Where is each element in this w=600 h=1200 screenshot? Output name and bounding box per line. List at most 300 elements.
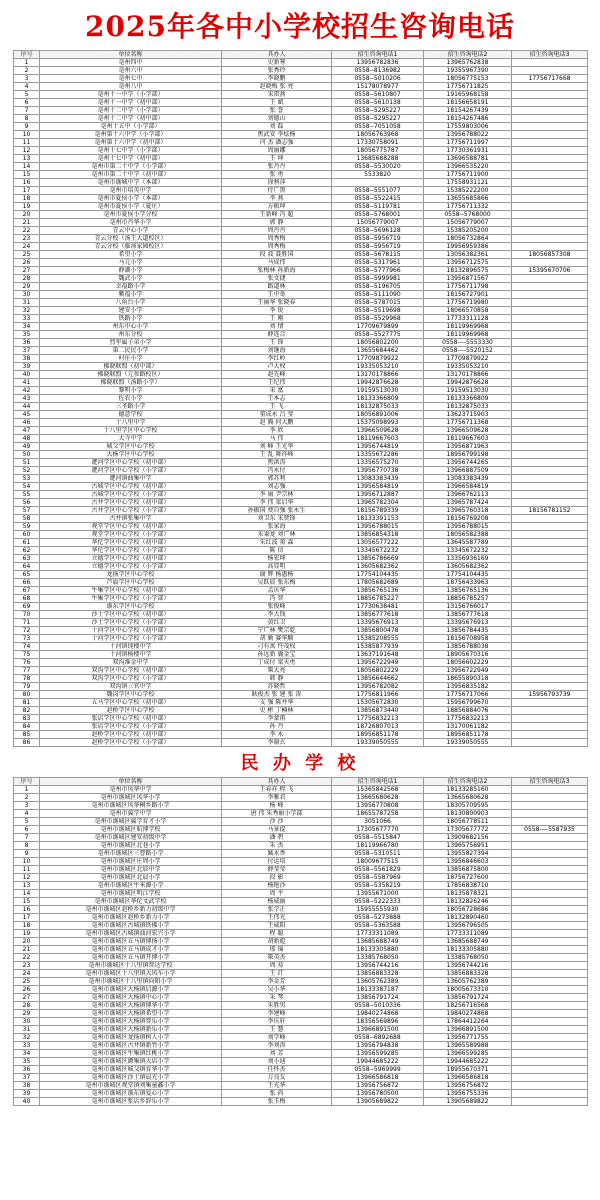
table-row (14, 866, 588, 874)
table-row (14, 219, 588, 227)
cell-no: 39 (14, 1090, 40, 1098)
cell-tel2: 13170061182 (424, 723, 512, 731)
cell-person: 谢 辉 杨惠杨 (222, 571, 332, 579)
cell-tel3 (512, 99, 588, 107)
table-row (14, 1058, 588, 1066)
cell-no: 8 (14, 115, 40, 123)
cell-no: 34 (14, 323, 40, 331)
cell-person: 刘学峰 (222, 1034, 332, 1042)
cell-unit-name: 沙土学区中心学校（初中部） (40, 611, 222, 619)
cell-tel1: 13905689822 (332, 1098, 424, 1106)
cell-unit-name: 亳州市谯城区三曹路小学 (40, 850, 222, 858)
cell-no: 31 (14, 299, 40, 307)
public-school-table (13, 50, 588, 747)
cell-person: 刘 磊 (222, 123, 332, 131)
cell-tel1: 0558--5561829 (332, 866, 424, 874)
cell-tel1: 0558--5969999 (332, 1066, 424, 1074)
cell-person: 黄红卫 (222, 619, 332, 627)
cell-tel1: 18009677515 (332, 858, 424, 866)
header-tel3: 招生咨询电话3 (512, 778, 588, 786)
cell-tel2: 13966762113 (424, 491, 512, 499)
cell-no: 44 (14, 403, 40, 411)
cell-tel3 (512, 802, 588, 810)
cell-tel3 (512, 890, 588, 898)
cell-person: 刁有寓 仵茂权 (222, 643, 332, 651)
cell-tel1: 13665680628 (332, 794, 424, 802)
cell-person: 李金芳 (222, 978, 332, 986)
cell-unit-name: 希望小学 (40, 251, 222, 259)
cell-tel3 (512, 299, 588, 307)
table-row (14, 515, 588, 523)
cell-person: 史新謇 (222, 59, 332, 67)
cell-unit-name: 亳州市谯城区北巷小学 (40, 842, 222, 850)
cell-tel2: 17756719980 (424, 299, 512, 307)
private-section-title: 民 办 学 校 (240, 753, 360, 774)
cell-tel3 (512, 443, 588, 451)
cell-tel2: 18066570858 (424, 307, 512, 315)
cell-tel3 (512, 163, 588, 171)
cell-unit-name: 华佗学区中心学校（小学部） (40, 547, 222, 555)
cell-person: 李建峰 (222, 1010, 332, 1018)
cell-tel2: 17559803006 (424, 123, 512, 131)
cell-tel1: 17709679899 (332, 323, 424, 331)
cell-person: 李 伟 梁启华 (222, 499, 332, 507)
header-unit-name: 单位名称 (40, 778, 222, 786)
cell-person: 李雅君 (222, 794, 332, 802)
cell-tel1: 13965782304 (332, 499, 424, 507)
cell-no: 7 (14, 834, 40, 842)
cell-no: 13 (14, 155, 40, 163)
table-row (14, 187, 588, 195)
table-row (14, 275, 588, 283)
table-row (14, 842, 588, 850)
cell-no: 19 (14, 203, 40, 211)
table-row (14, 667, 588, 675)
cell-person: 张梅林 孙新海 (222, 267, 332, 275)
header-tel3: 招生咨询电话3 (512, 51, 588, 59)
cell-tel1: 18655787258 (332, 810, 424, 818)
table-row (14, 723, 588, 731)
cell-no: 39 (14, 363, 40, 371)
cell-tel3 (512, 587, 588, 595)
cell-unit-name: 亳州市谯城区航博学校 (40, 826, 222, 834)
cell-no: 20 (14, 211, 40, 219)
cell-person: 李红岭 (222, 355, 332, 363)
table-row (14, 291, 588, 299)
cell-no: 54 (14, 483, 40, 491)
cell-tel3 (512, 1082, 588, 1090)
table-row (14, 427, 588, 435)
cell-person: 杨 峰 (222, 802, 332, 810)
cell-tel2: 13956846603 (424, 858, 512, 866)
cell-tel1: 0558--5363588 (332, 922, 424, 930)
cell-person: 宋雷燕 (222, 91, 332, 99)
cell-no: 17 (14, 914, 40, 922)
cell-person: 孙远新 囊金宝 (222, 651, 332, 659)
cell-no: 55 (14, 491, 40, 499)
cell-tel3 (512, 147, 588, 155)
cell-no: 14 (14, 163, 40, 171)
cell-person: 薛连合 (222, 331, 332, 339)
header-unit-name: 单位名称 (40, 51, 222, 59)
cell-no: 73 (14, 635, 40, 643)
cell-person: 王威阳 (222, 922, 332, 930)
cell-unit-name: 州东中心小学 (40, 323, 222, 331)
cell-tel3 (512, 579, 588, 587)
cell-tel1: 13856873440 (332, 707, 424, 715)
cell-tel3 (512, 619, 588, 627)
cell-unit-name: 第二民民小学 (40, 347, 222, 355)
cell-person: 冯 智 (222, 595, 332, 603)
cell-tel3 (512, 842, 588, 850)
cell-tel3 (512, 794, 588, 802)
cell-tel3 (512, 483, 588, 491)
cell-no: 21 (14, 946, 40, 954)
cell-no: 45 (14, 411, 40, 419)
cell-no: 46 (14, 419, 40, 427)
cell-tel1: 0558--5222333 (332, 898, 424, 906)
cell-tel1: 0558--5010206 (332, 75, 424, 83)
cell-unit-name: 龙扬学区中心学校 (40, 571, 222, 579)
cell-tel3: 17756717668 (512, 75, 588, 83)
table-row (14, 579, 588, 587)
cell-tel2: 13965787424 (424, 499, 512, 507)
cell-unit-name: 州东分校 (40, 331, 222, 339)
cell-tel2: 13966887509 (424, 467, 512, 475)
cell-unit-name: 亳州市谯城区大杨镇博华小学 (40, 1002, 222, 1010)
cell-no: 59 (14, 523, 40, 531)
cell-no: 28 (14, 275, 40, 283)
cell-unit-name: 亳州市谯城区风华桐乡路小学 (40, 802, 222, 810)
cell-tel1: 13856765136 (332, 587, 424, 595)
cell-tel3 (512, 211, 588, 219)
table-row (14, 171, 588, 179)
cell-tel1: 13856644662 (332, 675, 424, 683)
cell-tel3 (512, 83, 588, 91)
cell-tel2: 19942876628 (424, 379, 512, 387)
cell-tel2: 13956712575 (424, 259, 512, 267)
cell-no: 18 (14, 195, 40, 203)
cell-tel3 (512, 882, 588, 890)
cell-tel2: 18856785257 (424, 595, 512, 603)
cell-tel2: 17754104435 (424, 571, 512, 579)
cell-unit-name: 沙土学区中心学校（小学部） (40, 619, 222, 627)
table-row (14, 810, 588, 818)
cell-tel1: 0558--5551077 (332, 187, 424, 195)
cell-unit-name: 村庄小学 (40, 355, 222, 363)
cell-tel2: 19355967390 (424, 67, 512, 75)
cell-tel2: 15956799670 (424, 699, 512, 707)
table-row (14, 419, 588, 427)
cell-unit-name: 古城学区中心学校（初中部） (40, 483, 222, 491)
cell-tel1: 18056775787 (332, 147, 424, 155)
cell-tel1: 13955671000 (332, 890, 424, 898)
cell-no: 4 (14, 810, 40, 818)
cell-no: 26 (14, 986, 40, 994)
cell-person: 路道林 (222, 283, 332, 291)
cell-person: 王 斌 (222, 99, 332, 107)
table-row (14, 459, 588, 467)
table-row (14, 1010, 588, 1018)
cell-tel1: 18133305880 (332, 946, 424, 954)
cell-person: 潘 碧 (222, 834, 332, 842)
cell-person: 胡 勤 赛华顺 (222, 635, 332, 643)
cell-tel2: 13956744265 (424, 459, 512, 467)
cell-tel2: 18119969968 (424, 323, 512, 331)
cell-tel1: 18856785227 (332, 595, 424, 603)
cell-tel3 (512, 371, 588, 379)
cell-tel1: 17305677770 (332, 826, 424, 834)
cell-no: 30 (14, 291, 40, 299)
cell-tel1: 15375098993 (332, 419, 424, 427)
cell-unit-name: 亳州十七中学（初中部） (40, 155, 222, 163)
cell-tel1: 0558--5310511 (332, 850, 424, 858)
cell-tel3 (512, 707, 588, 715)
cell-tel1: 17709879922 (332, 355, 424, 363)
cell-unit-name: 亳州市谯城区明江学校 (40, 890, 222, 898)
cell-unit-name: 亳州市谯城区五马镇博扬小学 (40, 938, 222, 946)
table-row (14, 691, 588, 699)
cell-tel1: 0558--5358219 (332, 882, 424, 890)
public-table-body (14, 59, 588, 747)
cell-tel2: 18305709595 (424, 802, 512, 810)
cell-no: 72 (14, 627, 40, 635)
cell-tel1: 0558--5529968 (332, 315, 424, 323)
cell-tel3 (512, 1098, 588, 1106)
cell-tel3 (512, 715, 588, 723)
cell-tel1: 19944685222 (332, 1058, 424, 1066)
cell-person: 卢大权 (222, 363, 332, 371)
cell-unit-name: 魏岗学区中心学校 (40, 691, 222, 699)
cell-no: 40 (14, 371, 40, 379)
cell-tel3: 0558----5587935 (512, 826, 588, 834)
cell-person: 张文捷 (222, 275, 332, 283)
cell-person: 王 坤 (222, 155, 332, 163)
cell-tel3 (512, 786, 588, 794)
cell-tel2: 0558----5553330 (424, 339, 512, 347)
cell-unit-name: 亳州市谯城区古城镇铁佛小学 (40, 922, 222, 930)
cell-tel1: 13605682362 (332, 563, 424, 571)
cell-tel2: 19956959386 (424, 243, 512, 251)
cell-no: 58 (14, 515, 40, 523)
cell-tel3 (512, 339, 588, 347)
cell-no: 12 (14, 874, 40, 882)
cell-tel3 (512, 347, 588, 355)
cell-tel2: 18056728686 (424, 906, 512, 914)
cell-tel2: 18056732864 (424, 235, 512, 243)
cell-unit-name: 亳州市谯城区赵桥乡新力小学 (40, 914, 222, 922)
cell-unit-name: 亳州市谯城区北晨小学 (40, 874, 222, 882)
cell-no: 57 (14, 507, 40, 515)
cell-person: 周 易 (222, 962, 332, 970)
table-row (14, 954, 588, 962)
cell-no: 81 (14, 699, 40, 707)
table-row (14, 227, 588, 235)
cell-person: 朱 杰 (222, 842, 332, 850)
cell-unit-name: 观堂学区中心学校（初中部） (40, 523, 222, 531)
cell-tel1: 0558--5111090 (332, 291, 424, 299)
cell-tel3 (512, 1018, 588, 1026)
cell-tel1: 18056802200 (332, 339, 424, 347)
cell-no: 10 (14, 858, 40, 866)
cell-unit-name: 亳州市谯城区城父镇育华小学 (40, 1066, 222, 1074)
cell-person: 周秀梅 (222, 235, 332, 243)
cell-no: 48 (14, 435, 40, 443)
cell-tel3 (512, 291, 588, 299)
cell-person: 赵晓梅 张 亮 (222, 83, 332, 91)
cell-tel3 (512, 323, 588, 331)
cell-unit-name: 魏武小学 (40, 275, 222, 283)
cell-unit-name: 青云分校（汤王大道校区） (40, 235, 222, 243)
cell-tel1: 19840274868 (332, 1010, 424, 1018)
cell-person: 李 永 (222, 731, 332, 739)
cell-tel1: 18056763968 (332, 131, 424, 139)
private-school-table (13, 777, 588, 1106)
cell-tel2: 13966509628 (424, 427, 512, 435)
cell-tel1: 0558--6892688 (332, 1034, 424, 1042)
cell-no: 15 (14, 171, 40, 179)
cell-tel1: 17756832213 (332, 715, 424, 723)
table-row (14, 67, 588, 75)
header-no: 序号 (14, 51, 40, 59)
table-row (14, 163, 588, 171)
table-row (14, 491, 588, 499)
cell-tel1: 0558--5527775 (332, 331, 424, 339)
cell-tel3 (512, 699, 588, 707)
cell-tel1: 13966586818 (332, 1074, 424, 1082)
cell-unit-name: 亳州市谯城区十八里镇大风车小学 (40, 970, 222, 978)
cell-person: 万良友 (222, 1074, 332, 1082)
cell-person: 张俊峰 (222, 603, 332, 611)
cell-person: 徐利萍 (222, 179, 332, 187)
cell-tel3 (512, 187, 588, 195)
cell-tel2: 13856791724 (424, 994, 512, 1002)
cell-unit-name: 古井学区中心学校（初中部） (40, 499, 222, 507)
table-row (14, 59, 588, 67)
cell-tel1: 0558--5273888 (332, 914, 424, 922)
cell-tel1: 0558--5515847 (332, 834, 424, 842)
cell-no: 9 (14, 123, 40, 131)
table-row (14, 315, 588, 323)
cell-person: 张丹丹 (222, 163, 332, 171)
cell-tel1: 0558--5587969 (332, 874, 424, 882)
cell-tel3 (512, 818, 588, 826)
cell-tel3: 15395670706 (512, 267, 588, 275)
cell-person: 郭 静 (222, 219, 332, 227)
table-header-row (14, 778, 588, 786)
cell-tel2: 18955670371 (424, 1066, 512, 1074)
table-row (14, 707, 588, 715)
cell-tel2: 19165968158 (424, 91, 512, 99)
table-row (14, 635, 588, 643)
cell-tel2: 13966599285 (424, 1050, 512, 1058)
table-row (14, 659, 588, 667)
cell-person: 支 强 陈井华 (222, 699, 332, 707)
cell-tel1: 19339050555 (332, 739, 424, 747)
cell-tel1: 13170178866 (332, 371, 424, 379)
table-row (14, 970, 588, 978)
cell-no: 19 (14, 930, 40, 938)
table-row (14, 131, 588, 139)
table-row (14, 411, 588, 419)
table-row (14, 107, 588, 115)
cell-no: 26 (14, 259, 40, 267)
cell-tel2: 13685688749 (424, 938, 512, 946)
cell-tel2: 17730361931 (424, 147, 512, 155)
cell-no: 64 (14, 563, 40, 571)
cell-unit-name: 古井学区中心学校（小学部） (40, 507, 222, 515)
cell-person: 王春祥 程 飞 (222, 786, 332, 794)
cell-tel1: 0558--5119781 (332, 203, 424, 211)
cell-tel2: 17709879922 (424, 355, 512, 363)
cell-tel1: 13605762389 (332, 978, 424, 986)
cell-person: 李庆轩 (222, 1018, 332, 1026)
cell-no: 37 (14, 347, 40, 355)
cell-tel1: 18133366809 (332, 395, 424, 403)
cell-no: 29 (14, 283, 40, 291)
cell-unit-name: 亳州第十六中学（小学部） (40, 131, 222, 139)
cell-tel1: 18156789339 (332, 507, 424, 515)
cell-tel2: 13956756872 (424, 1082, 512, 1090)
cell-person: 焦洪涛 (222, 459, 332, 467)
cell-no: 2 (14, 67, 40, 75)
cell-tel2: 13909682156 (424, 834, 512, 842)
table-row (14, 802, 588, 810)
cell-person: 韩 静 (222, 675, 332, 683)
cell-no: 22 (14, 954, 40, 962)
cell-tel3 (512, 962, 588, 970)
cell-tel2: 18132826246 (424, 898, 512, 906)
cell-tel2: 13056382361 (424, 251, 512, 259)
cell-tel3 (512, 1090, 588, 1098)
cell-person: 马成伟 (222, 259, 332, 267)
cell-tel1: 13956722949 (332, 659, 424, 667)
cell-person: 刘继海 (222, 347, 332, 355)
cell-tel3 (512, 131, 588, 139)
cell-person: 马 伟 (222, 435, 332, 443)
cell-no: 65 (14, 571, 40, 579)
cell-person: 王本志 (222, 395, 332, 403)
table-row (14, 643, 588, 651)
cell-person: 苏晓哲 (222, 683, 332, 691)
cell-tel2: 19335053210 (424, 363, 512, 371)
table-row (14, 1082, 588, 1090)
cell-person: 周秀梅 (222, 243, 332, 251)
cell-no: 24 (14, 243, 40, 251)
cell-no: 15 (14, 898, 40, 906)
cell-tel2: 17756711368 (424, 419, 512, 427)
cell-tel2: 17558931121 (424, 179, 512, 187)
cell-person: 陈 信 (222, 547, 332, 555)
cell-tel3 (512, 1042, 588, 1050)
cell-tel3 (512, 363, 588, 371)
cell-no: 33 (14, 315, 40, 323)
cell-tel1: 0558--5317961 (332, 259, 424, 267)
table-row (14, 179, 588, 187)
cell-unit-name: 亳州市谯城区五马镇成才小学 (40, 946, 222, 954)
cell-tel1: 13966891500 (332, 1026, 424, 1034)
cell-no: 25 (14, 251, 40, 259)
cell-tel3 (512, 515, 588, 523)
cell-tel3 (512, 171, 588, 179)
cell-tel3 (512, 467, 588, 475)
cell-tel2: 18156769208 (424, 515, 512, 523)
cell-unit-name: 牛集学区中心学校（初中部） (40, 587, 222, 595)
cell-tel1: 15178078977 (332, 83, 424, 91)
cell-person: 沙 沙 (222, 818, 332, 826)
cell-tel2: 17756711332 (424, 203, 512, 211)
header-tel1: 招生咨询电话1 (332, 778, 424, 786)
